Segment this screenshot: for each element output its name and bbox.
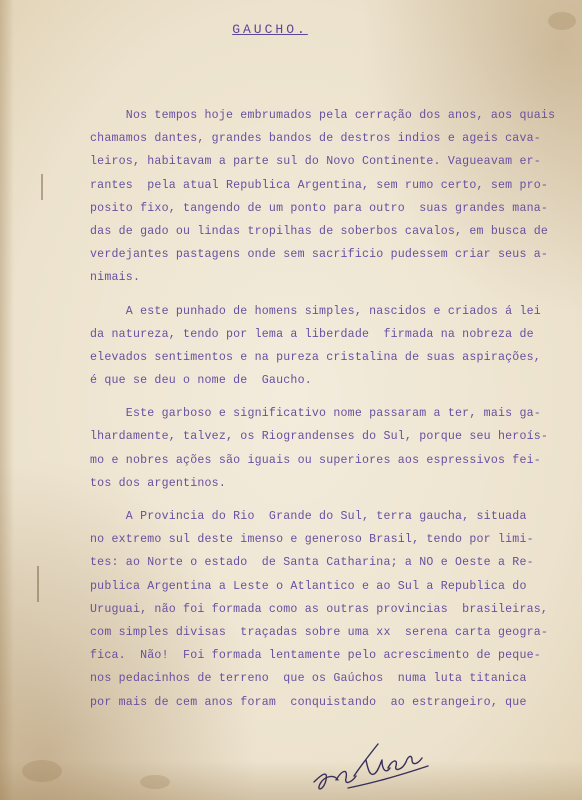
paragraph-gap <box>90 495 530 505</box>
text-line: é que se deu o nome de Gaucho. <box>90 374 312 388</box>
text-line: mo e nobres ações são iguais ou superiores aos espressivos fei- <box>90 453 541 467</box>
document-body <box>90 104 556 714</box>
text-line: chamamos dantes, grandes bandos de destros indios e ageis cava- <box>90 132 541 146</box>
paper-edge-shading <box>0 0 14 800</box>
text-line: Este garboso e significativo nome passaram a ter, mais ga- <box>90 407 541 421</box>
paper-stain <box>22 760 62 782</box>
text-line: das de gado ou lindas tropilhas de soberbos cavalos, em busca de <box>90 224 549 238</box>
paper-stain <box>140 775 170 789</box>
paragraph <box>90 300 541 393</box>
text-line: A Provincia do Rio Grande do Sul, terra gaucha, situada <box>90 510 527 523</box>
paragraph <box>90 104 556 290</box>
text-line: fica. Não! Foi formada lentamente pelo acrescimento de peque- <box>90 649 541 663</box>
text-line: lhardamente, talvez, os Riograndenses do Sul, porque seu heroís- <box>90 430 549 444</box>
paragraph <box>90 402 549 495</box>
text-line: posito fixo, tangendo de um ponto para outro suas grandes mana- <box>90 201 549 215</box>
paper-bottom-shading <box>0 760 582 800</box>
text-line: no extremo sul deste imenso e generoso Brasil, tendo por limi- <box>90 533 534 547</box>
text-line: leiros, habitavam a parte sul do Novo Continente. Vagueavam er- <box>90 155 541 169</box>
text-line: A este punhado de homens simples, nascidos e criados á lei <box>90 304 541 318</box>
text-line: nimais. <box>90 271 141 285</box>
text-line: Nos tempos hoje embrumados pela cerração dos anos, aos quais <box>90 109 556 122</box>
text-line: Uruguai, não foi formada como as outras provincias brasileiras, <box>90 602 549 616</box>
text-line: nos pedacinhos de terreno que os Gaúchos numa luta titanica <box>90 672 527 686</box>
text-line: publica Argentina a Leste o Atlantico e ao Sul a Republica do <box>90 579 527 593</box>
paragraph-gap <box>90 290 530 300</box>
paragraph <box>90 505 549 714</box>
text-line: por mais de cem anos foram conquistando ao estrangeiro, que <box>90 695 527 709</box>
handwritten-signature <box>308 730 438 800</box>
text-line: elevados sentimentos e na pureza cristalina de suas aspirações, <box>90 350 541 364</box>
text-line: tos dos argentinos. <box>90 476 226 490</box>
margin-mark <box>37 566 39 602</box>
text-line: com simples divisas traçadas sobre uma xx serena carta geogra- <box>90 625 549 639</box>
text-line: verdejantes pastagens onde sem sacrificio pudessem criar seus a- <box>90 248 549 262</box>
text-line: da natureza, tendo por lema a liberdade firmada na nobreza de <box>90 327 534 341</box>
paragraph-gap <box>90 392 530 402</box>
document-title: GAUCHO. <box>232 22 308 37</box>
text-line: tes: ao Norte o estado de Santa Catharina; a NO e Oeste a Re- <box>90 556 534 570</box>
margin-mark <box>41 174 43 200</box>
text-line: rantes pela atual Republica Argentina, sem rumo certo, sem pro- <box>90 178 549 192</box>
paper-stain <box>548 12 576 30</box>
